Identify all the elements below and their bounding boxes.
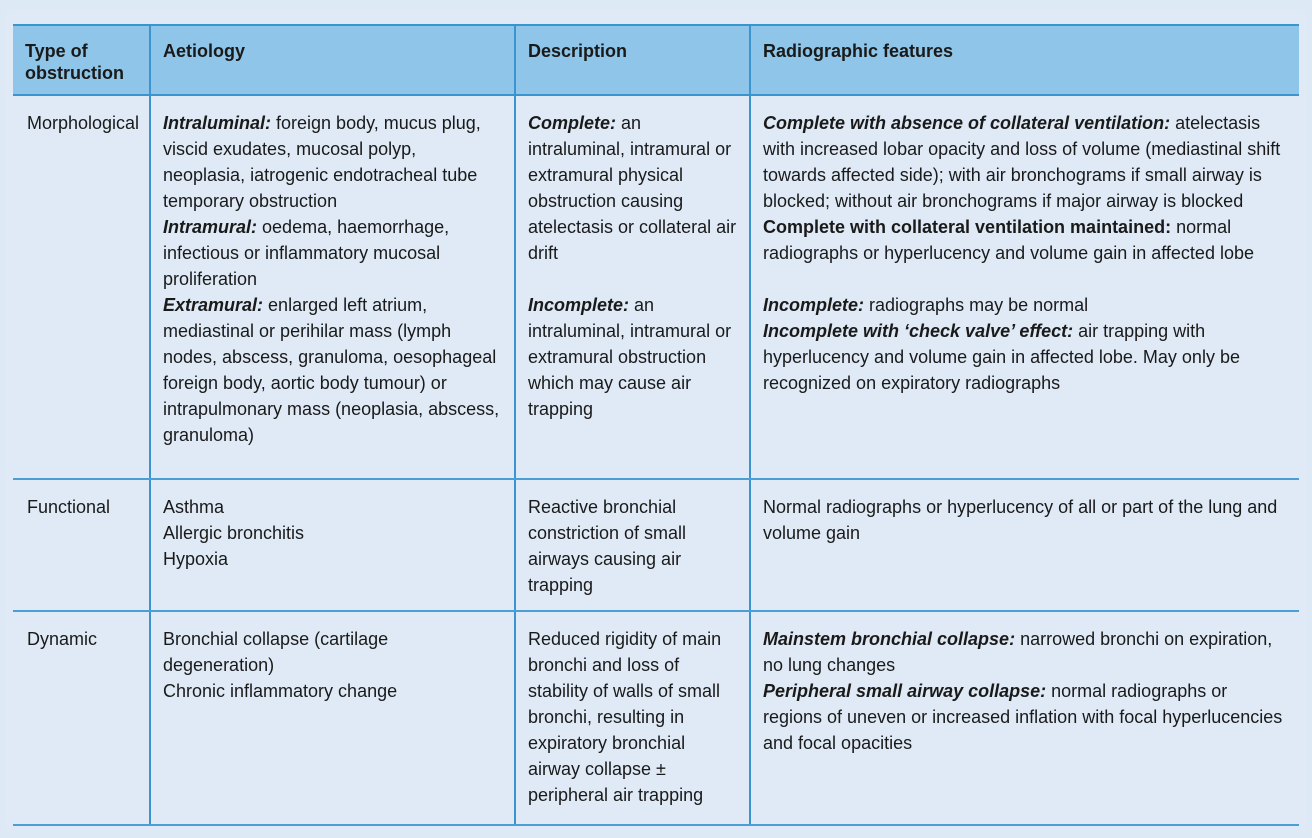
item-label: Incomplete: [528, 295, 630, 315]
item-label: Mainstem bronchial collapse: [763, 629, 1016, 649]
description-item [528, 292, 737, 422]
feature-item [763, 110, 1287, 214]
cell-aetiology [150, 611, 515, 825]
item-text: an intraluminal, intramural or extramural physical obstruction causing atelectasis or collateral air drift [528, 113, 737, 263]
aetiology-item [163, 292, 502, 448]
spacer [528, 266, 737, 292]
feature-item [763, 292, 1287, 318]
aetiology-line: Allergic bronchitis [163, 523, 305, 543]
cell-description [515, 95, 750, 479]
item-label: Incomplete with ‘check valve’ effect: [763, 321, 1074, 341]
item-text: an intraluminal, intramural or extramural obstruction which may cause air trapping [528, 295, 732, 419]
cell-type: Dynamic [13, 611, 150, 825]
feature-item [763, 214, 1287, 266]
header-row [13, 25, 1299, 95]
item-label: Complete: [528, 113, 617, 133]
item-label: Peripheral small airway collapse: [763, 681, 1047, 701]
header-description: Description [515, 25, 750, 95]
description-item [528, 110, 737, 266]
item-label: Complete with absence of collateral ventilation: [763, 113, 1171, 133]
feature-item [763, 318, 1287, 396]
cell-radiographic-features: Normal radiographs or hyperlucency of all or part of the lung and volume gain [750, 479, 1299, 611]
item-label: Intramural: [163, 217, 258, 237]
aetiology-item [163, 110, 502, 214]
item-label: Intraluminal: [163, 113, 272, 133]
item-label: Complete with collateral ventilation maintained: [763, 217, 1172, 237]
item-text: foreign body, mucus plug, viscid exudates, mucosal polyp, neoplasia, iatrogenic endotracheal tube temporary obstruction [163, 113, 481, 211]
feature-item [763, 678, 1287, 756]
item-text: narrowed bronchi on expiration, no lung changes [763, 629, 1273, 675]
item-text: radiographs may be normal [864, 295, 1089, 315]
table-row-dynamic [13, 611, 1299, 825]
item-text: normal radiographs or regions of uneven or increased inflation with focal hyperlucencies and focal opacities [763, 681, 1283, 753]
item-label: Incomplete: [763, 295, 865, 315]
table-row-morphological [13, 95, 1299, 479]
table-row-functional [13, 479, 1299, 611]
item-label: Extramural: [163, 295, 264, 315]
aetiology-line: Hypoxia [163, 549, 229, 569]
aetiology-line: Bronchial collapse (cartilage degeneration) [163, 629, 389, 675]
header-aetiology: Aetiology [150, 25, 515, 95]
obstruction-table [13, 24, 1299, 826]
header-type: Type of obstruction [13, 25, 150, 95]
cell-type: Morphological [13, 95, 150, 479]
header-radiographic-features: Radiographic features [750, 25, 1299, 95]
cell-type: Functional [13, 479, 150, 611]
cell-radiographic-features [750, 95, 1299, 479]
aetiology-line: Asthma [163, 497, 225, 517]
table-page [6, 10, 1306, 830]
item-text: oedema, haemorrhage, infectious or inflammatory mucosal proliferation [163, 217, 450, 289]
item-text: atelectasis with increased lobar opacity and loss of volume (mediastinal shift towards affected side); with air bronchograms if small airway is blocked; without air bronchograms if major airway is blocked [763, 113, 1281, 211]
item-text: enlarged left atrium, mediastinal or perihilar mass (lymph nodes, abscess, granuloma, oesophageal foreign body, aortic body tumour) or intrapulmonary mass (neoplasia, abscess, granuloma) [163, 295, 500, 445]
spacer [763, 266, 1287, 292]
aetiology-item [163, 214, 502, 292]
cell-description: Reactive bronchial constriction of small airways causing air trapping [515, 479, 750, 611]
cell-radiographic-features [750, 611, 1299, 825]
item-text: air trapping with hyperlucency and volume gain in affected lobe. May only be recognized on expiratory radiographs [763, 321, 1240, 393]
cell-aetiology [150, 95, 515, 479]
feature-item [763, 626, 1287, 678]
cell-aetiology [150, 479, 515, 611]
cell-description: Reduced rigidity of main bronchi and loss of stability of walls of small bronchi, resulting in expiratory bronchial airway collapse ± peripheral air trapping [515, 611, 750, 825]
item-text: normal radiographs or hyperlucency and volume gain in affected lobe [763, 217, 1254, 263]
aetiology-line: Chronic inflammatory change [163, 681, 398, 701]
